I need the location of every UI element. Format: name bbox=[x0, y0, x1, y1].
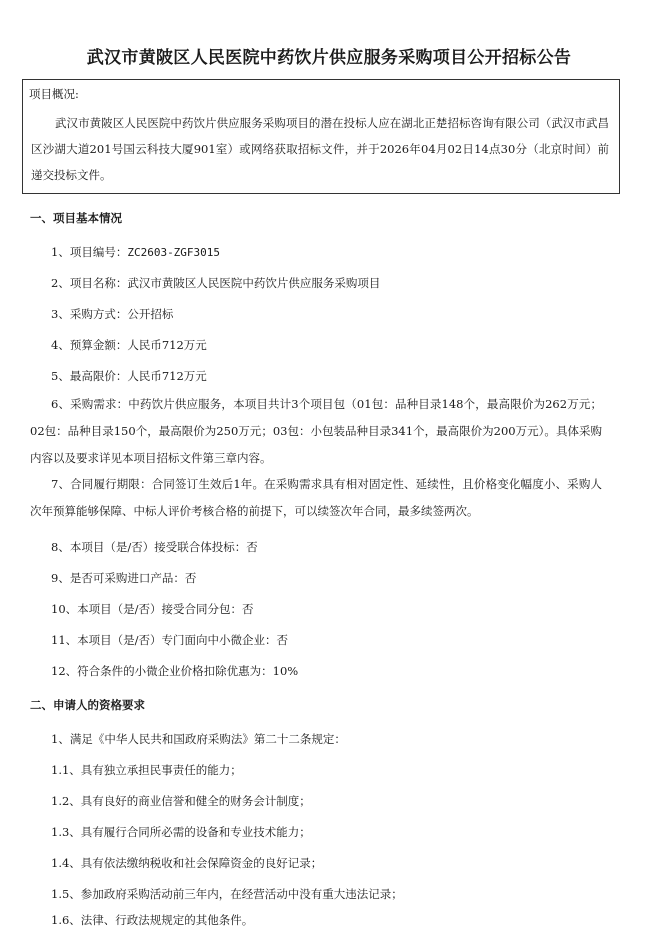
qualification-item: 1.1、具有独立承担民事责任的能力； bbox=[51, 763, 242, 777]
item-project-number bbox=[51, 244, 220, 260]
qualification-item: 1.3、具有履行合同所必需的设备和专业技术能力； bbox=[51, 825, 311, 839]
document-title: 武汉市黄陂区人民医院中药饮片供应服务采购项目公开招标公告 bbox=[86, 48, 572, 68]
item-value: 人民币712万元 bbox=[127, 369, 207, 383]
item-procurement-requirement: 6、采购需求：中药饮片供应服务，本项目共计3个项目包（01包：品种目录148个，最高限价为262万元；02包：品种目录150个，最高限价为250万元；03包：小包装品种目录341个，最高限价为200万元）。具体采购内容以及要求详见本项目招标文件第三章内容。 bbox=[30, 397, 602, 465]
item-value: 人民币712万元 bbox=[127, 338, 207, 352]
item-value: 武汉市黄陂区人民医院中药饮片供应服务采购项目 bbox=[127, 276, 381, 290]
item-subcontract: 10、本项目（是/否）接受合同分包：否 bbox=[51, 602, 254, 616]
item-value: 公开招标 bbox=[127, 307, 174, 321]
overview-label: 项目概况: bbox=[29, 87, 79, 101]
item-sme-discount: 12、符合条件的小微企业价格扣除优惠为：10% bbox=[51, 664, 299, 678]
item-max-price bbox=[51, 368, 207, 384]
section-1-heading: 一、项目基本情况 bbox=[30, 211, 122, 225]
qualification-item: 1.2、具有良好的商业信誉和健全的财务会计制度； bbox=[51, 794, 311, 808]
item-label: 1、项目编号： bbox=[51, 245, 128, 259]
item-label: 2、项目名称： bbox=[51, 276, 128, 290]
item-consortium: 8、本项目（是/否）接受联合体投标：否 bbox=[51, 540, 258, 554]
item-budget bbox=[51, 337, 207, 353]
item-procurement-method bbox=[51, 306, 173, 322]
qualification-item: 1.6、法律、行政法规规定的其他条件。 bbox=[51, 913, 254, 927]
item-contract-term: 7、合同履行期限：合同签订生效后1年。在采购需求具有相对固定性、延续性，且价格变化幅度小、采购人次年预算能够保障、中标人评价考核合格的前提下，可以续签次年合同，最多续签两次。 bbox=[30, 477, 602, 518]
item-label: 4、预算金额： bbox=[51, 338, 128, 352]
item-sme-only: 11、本项目（是/否）专门面向中小微企业：否 bbox=[51, 633, 289, 647]
section-2-heading: 二、申请人的资格要求 bbox=[30, 698, 145, 712]
item-label: 3、采购方式： bbox=[51, 307, 128, 321]
qualification-item: 1、满足《中华人民共和国政府采购法》第二十二条规定： bbox=[51, 732, 346, 746]
item-value: ZC2603-ZGF3015 bbox=[127, 246, 221, 259]
item-project-name bbox=[51, 275, 380, 291]
qualification-item: 1.5、参加政府采购活动前三年内，在经营活动中没有重大违法记录； bbox=[51, 887, 403, 901]
item-label: 5、最高限价： bbox=[51, 369, 128, 383]
qualification-item: 1.4、具有依法缴纳税收和社会保障资金的良好记录； bbox=[51, 856, 323, 870]
overview-text: 武汉市黄陂区人民医院中药饮片供应服务采购项目的潜在投标人应在湖北正楚招标咨询有限公司（武汉市武昌区沙湖大道201号国云科技大厦901室）或网络获取招标文件，并于2026年04月02日14点30分（北京时间）前递交投标文件。 bbox=[31, 116, 609, 182]
item-imported-products: 9、是否可采购进口产品：否 bbox=[51, 571, 197, 585]
overview-box bbox=[22, 79, 620, 194]
